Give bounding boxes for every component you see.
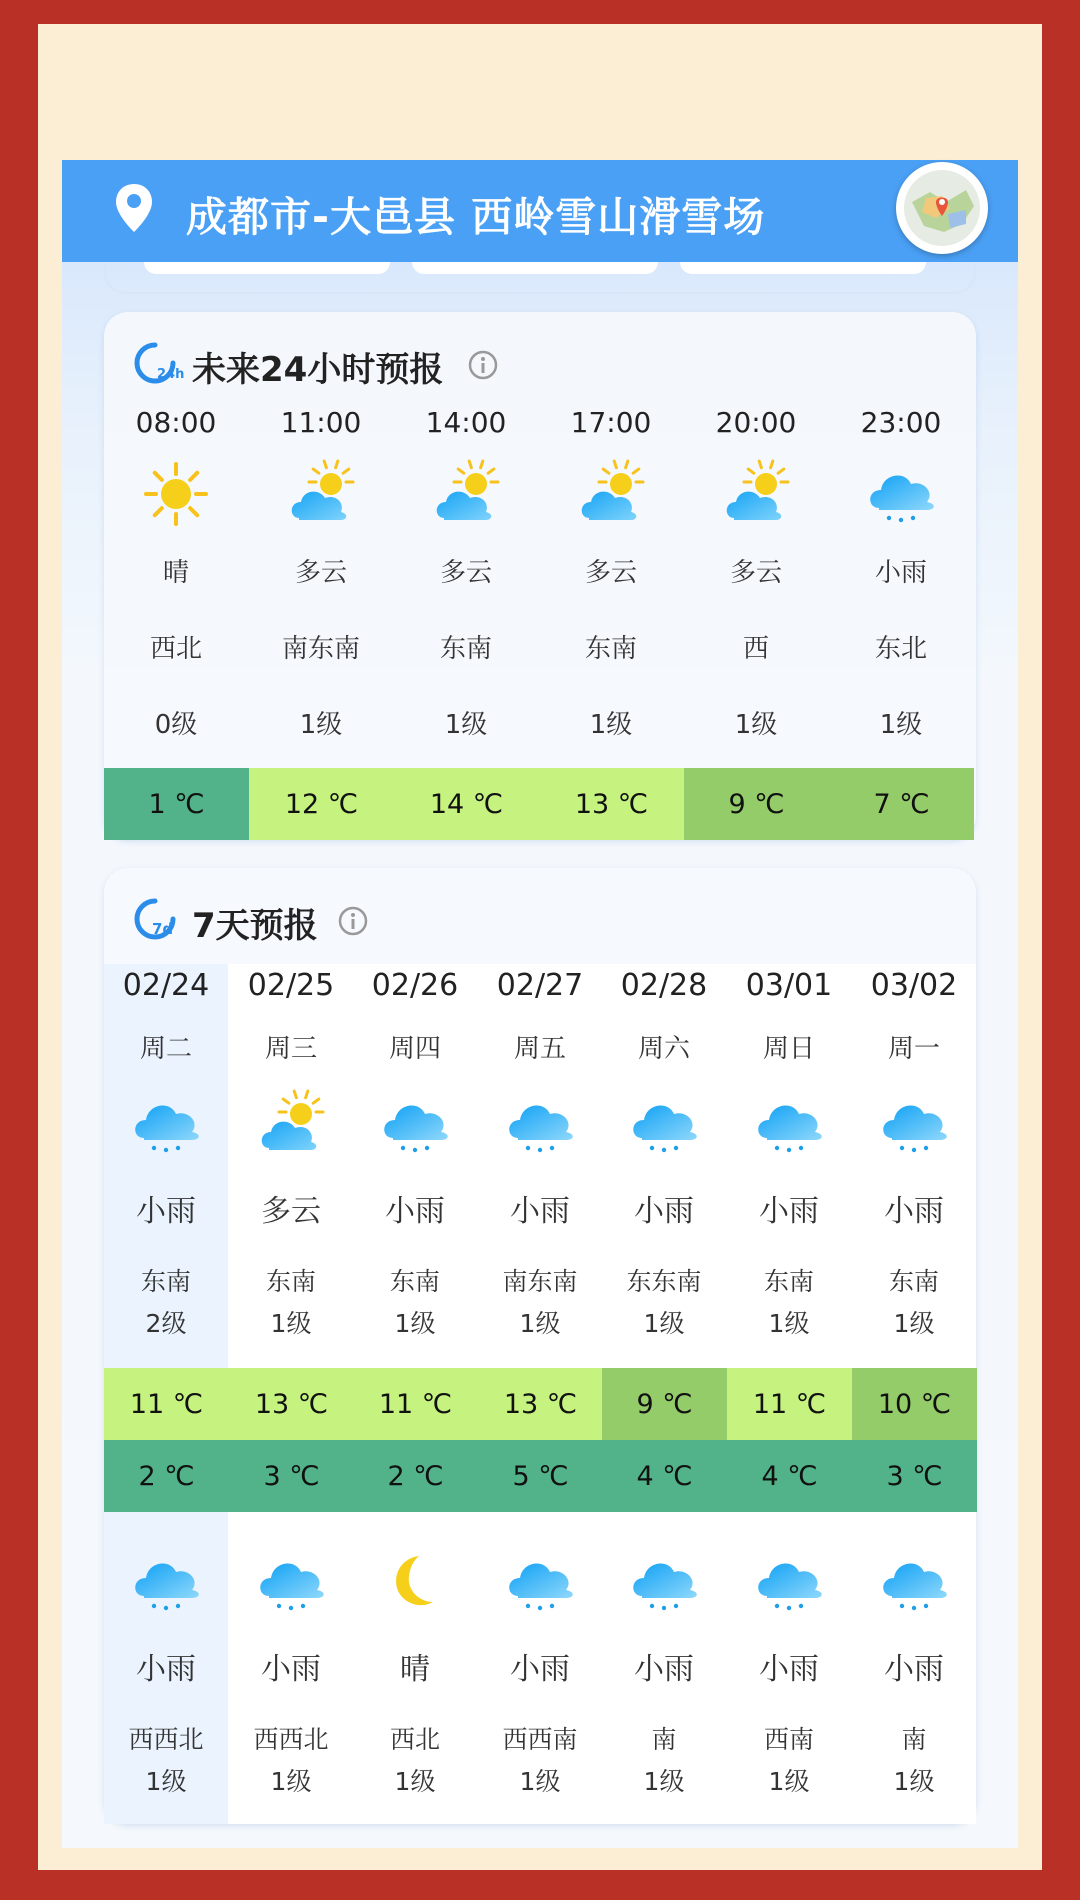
hourly-weather-icon [575,458,647,534]
daily-night-weather: 小雨 [634,1652,694,1687]
daily-low-temp: 4 ℃ [727,1440,852,1512]
daily-high-temp: 13 ℃ [229,1368,354,1440]
sun-icon [140,458,212,530]
daily-date: 02/28 [620,968,708,1003]
hourly-weather-icon [430,458,502,534]
daily-night-icon [753,1546,825,1622]
partly-cloudy-icon [720,458,792,530]
light-rain-icon [628,1546,700,1618]
light-rain-icon [504,1088,576,1160]
light-rain-icon [753,1546,825,1618]
daily-day-weather: 小雨 [759,1194,819,1229]
hourly-weather: 小雨 [874,558,927,588]
hourly-weather-icon [720,458,792,534]
daily-day-wind-level: 1级 [768,1309,810,1338]
daily-day-wind-level: 1级 [394,1309,436,1338]
daily-low-temp: 3 ℃ [229,1440,354,1512]
daily-weekday: 周一 [887,1034,940,1064]
daily-low-temp: 2 ℃ [353,1440,478,1512]
daily-night-icon [255,1546,327,1622]
hourly-wind-level: 1级 [444,710,488,740]
hourly-wind-direction: 东北 [874,634,927,664]
hourly-time: 23:00 [860,406,942,439]
daily-night-wind-level: 1级 [519,1767,561,1796]
info-icon[interactable] [338,906,368,936]
daily-day-wind-level: 2级 [145,1309,187,1338]
daily-date: 02/24 [122,968,210,1003]
daily-night-weather: 小雨 [884,1652,944,1687]
hourly-wind-level: 1级 [879,710,923,740]
hourly-weather-icon [865,458,937,534]
hourly-time: 17:00 [570,406,652,439]
hourly-temperature: 12 ℃ [249,768,394,840]
daily-night-wind-direction: 西西北 [128,1725,204,1754]
daily-low-temp: 3 ℃ [852,1440,977,1512]
daily-weekday: 周五 [513,1034,566,1064]
daily-date: 02/26 [371,968,459,1003]
daily-night-wind-direction: 西南 [763,1725,814,1754]
daily-night-wind-level: 1级 [893,1767,935,1796]
svg-text:7d: 7d [152,920,174,938]
hourly-wind-direction: 东南 [439,634,492,664]
24h-clock-icon [134,342,185,384]
daily-night-wind-direction: 南 [901,1725,927,1754]
daily-night-wind-level: 1级 [145,1767,187,1796]
daily-high-temp: 13 ℃ [478,1368,603,1440]
location-pin-icon [114,182,154,234]
light-rain-icon [865,458,937,530]
daily-night-icon [628,1546,700,1622]
daily-high-temp: 9 ℃ [602,1368,727,1440]
daily-night-icon [379,1546,451,1622]
daily-day-wind-direction: 东东南 [626,1267,702,1296]
daily-low-temp: 2 ℃ [104,1440,229,1512]
hourly-time: 11:00 [280,406,362,439]
hourly-temperature: 13 ℃ [539,768,684,840]
daily-day-wind-direction: 东南 [763,1267,814,1296]
hourly-forecast-card [104,312,976,840]
hourly-wind-level: 1级 [299,710,343,740]
daily-date: 03/01 [745,968,833,1003]
daily-night-wind-direction: 西北 [389,1725,440,1754]
7d-calendar-icon [134,898,176,940]
svg-text:24h: 24h [157,367,185,382]
light-rain-icon [130,1088,202,1160]
daily-day-wind-direction: 东南 [888,1267,939,1296]
light-rain-icon [379,1088,451,1160]
daily-day-wind-level: 1级 [270,1309,312,1338]
hourly-wind-direction: 东南 [584,634,637,664]
daily-weekday: 周四 [388,1034,441,1064]
location-title[interactable]: 成都市-大邑县 西岭雪山滑雪场 [186,193,766,241]
hourly-wind-level: 0级 [154,710,198,740]
light-rain-icon [504,1546,576,1618]
hourly-weather: 晴 [162,558,189,588]
hourly-weather-icon [285,458,357,534]
daily-day-wind-direction: 南东南 [502,1267,578,1296]
light-rain-icon [255,1546,327,1618]
daily-date: 02/25 [247,968,335,1003]
hourly-time: 20:00 [715,406,797,439]
daily-day-icon [130,1088,202,1164]
daily-day-wind-level: 1级 [893,1309,935,1338]
daily-night-weather: 小雨 [510,1652,570,1687]
daily-day-weather: 小雨 [884,1194,944,1229]
daily-day-wind-direction: 东南 [140,1267,191,1296]
daily-day-weather: 小雨 [136,1194,196,1229]
daily-night-wind-direction: 西西北 [253,1725,329,1754]
daily-high-temp: 11 ℃ [353,1368,478,1440]
hourly-temperature: 1 ℃ [104,768,249,840]
hourly-wind-level: 1级 [734,710,778,740]
daily-night-weather: 小雨 [261,1652,321,1687]
daily-high-temp: 11 ℃ [104,1368,229,1440]
partly-cloudy-icon [285,458,357,530]
daily-night-wind-level: 1级 [270,1767,312,1796]
daily-day-wind-level: 1级 [519,1309,561,1338]
daily-forecast-card [104,868,976,1824]
daily-day-wind-level: 1级 [643,1309,685,1338]
moon-icon [379,1546,451,1618]
light-rain-icon [878,1546,950,1618]
daily-low-temp: 5 ℃ [478,1440,603,1512]
light-rain-icon [130,1546,202,1618]
daily-weekday: 周日 [762,1034,815,1064]
daily-day-weather: 小雨 [385,1194,445,1229]
hourly-temperature: 7 ℃ [829,768,974,840]
daily-day-wind-direction: 东南 [389,1267,440,1296]
daily-weekday: 周二 [139,1034,192,1064]
daily-high-temp: 11 ℃ [727,1368,852,1440]
daily-night-weather: 小雨 [759,1652,819,1687]
daily-night-wind-level: 1级 [643,1767,685,1796]
daily-day-icon [753,1088,825,1164]
daily-night-weather: 晴 [400,1652,430,1687]
daily-day-icon [878,1088,950,1164]
daily-night-wind-direction: 南 [651,1725,677,1754]
hourly-weather: 多云 [294,558,347,588]
location-header [62,160,1018,262]
daily-night-weather: 小雨 [136,1652,196,1687]
daily-high-temp: 10 ℃ [852,1368,977,1440]
daily-weekday: 周三 [264,1034,317,1064]
hourly-time: 08:00 [135,406,217,439]
hourly-weather: 多云 [584,558,637,588]
daily-night-wind-direction: 西西南 [502,1725,578,1754]
daily-title: 7天预报 [192,906,318,946]
hourly-title: 未来24小时预报 [192,350,444,390]
daily-day-icon [628,1088,700,1164]
light-rain-icon [878,1088,950,1160]
daily-night-icon [504,1546,576,1622]
daily-night-wind-level: 1级 [768,1767,810,1796]
daily-night-icon [130,1546,202,1622]
daily-low-temp: 4 ℃ [602,1440,727,1512]
light-rain-icon [753,1088,825,1160]
partly-cloudy-icon [430,458,502,530]
daily-date: 03/02 [870,968,958,1003]
daily-day-weather: 多云 [261,1194,321,1229]
hourly-weather: 多云 [439,558,492,588]
hourly-temperature: 9 ℃ [684,768,829,840]
daily-weekday: 周六 [637,1034,690,1064]
hourly-wind-direction: 西 [742,634,769,664]
previous-card-chips [144,262,970,276]
daily-day-weather: 小雨 [634,1194,694,1229]
hourly-time: 14:00 [425,406,507,439]
hourly-wind-direction: 南东南 [281,634,360,664]
hourly-wind-direction: 西北 [149,634,202,664]
hourly-weather-icon [140,458,212,534]
partly-cloudy-icon [575,458,647,530]
hourly-wind-level: 1级 [589,710,633,740]
map-icon [896,162,988,254]
light-rain-icon [628,1088,700,1160]
daily-night-icon [878,1546,950,1622]
hourly-temperature: 14 ℃ [394,768,539,840]
daily-day-icon [379,1088,451,1164]
weather-screen [62,160,1018,1848]
daily-date: 02/27 [496,968,584,1003]
daily-day-wind-direction: 东南 [265,1267,316,1296]
daily-day-weather: 小雨 [510,1194,570,1229]
map-button[interactable] [896,162,988,254]
daily-day-icon [504,1088,576,1164]
hourly-weather: 多云 [729,558,782,588]
info-icon[interactable] [468,350,498,380]
daily-day-icon [255,1088,327,1164]
daily-night-wind-level: 1级 [394,1767,436,1796]
partly-cloudy-icon [255,1088,327,1160]
